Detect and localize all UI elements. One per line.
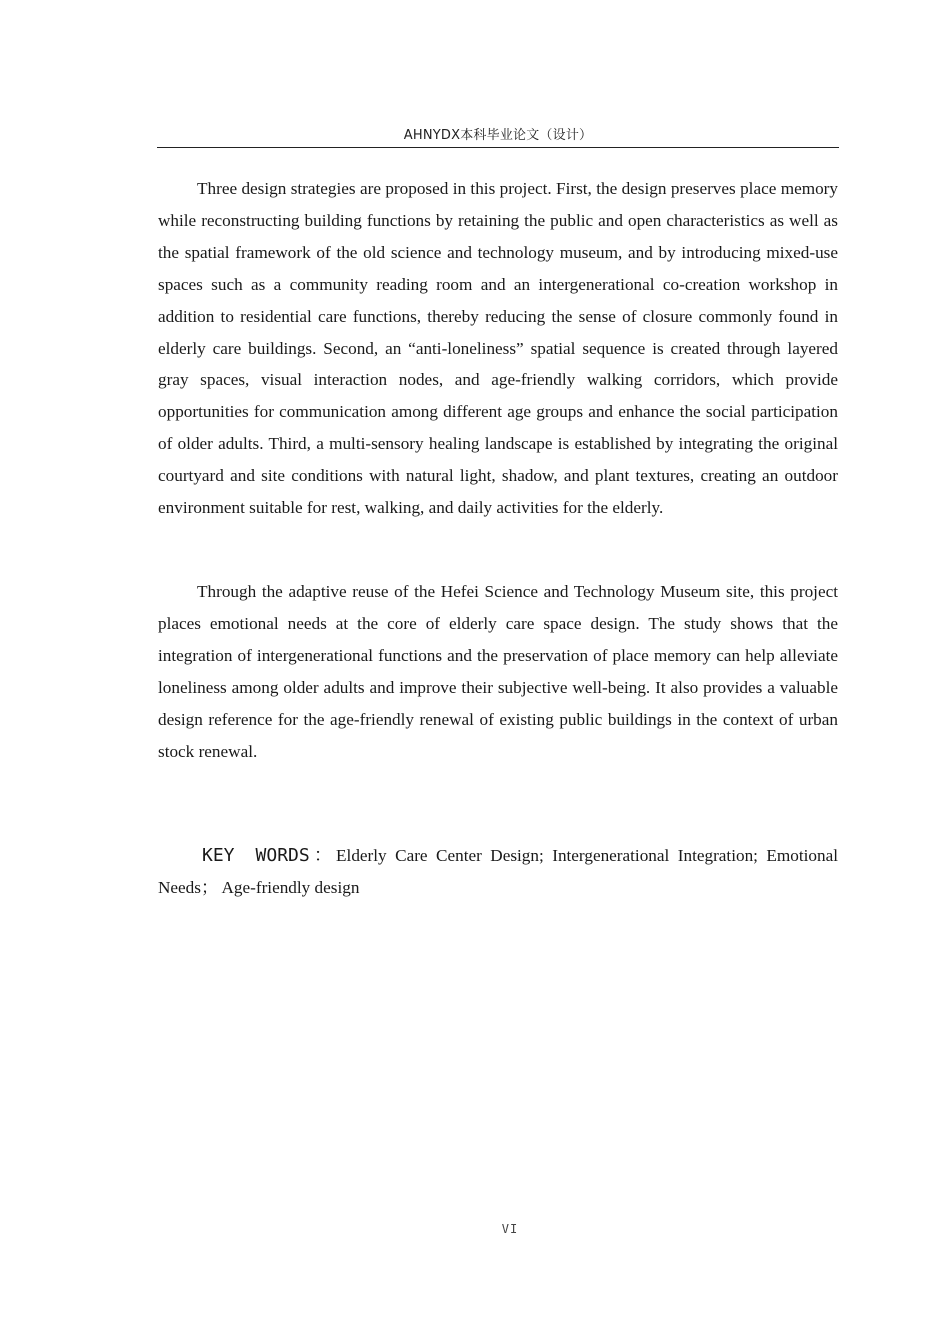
keywords-label: KEY WORDS： bbox=[202, 845, 337, 866]
keywords-text: Elderly Care Center Design; Intergenerational Integration; Emotional Needs； Age-friendly design bbox=[158, 846, 838, 897]
header-divider bbox=[157, 147, 839, 148]
abstract-paragraph-1: Three design strategies are proposed in this project. First, the design preserves place memory while reconstructing building functions by retaining the public and open characteristics as well as the spatial framework of the old science and technology museum, and by introducing mixed-use spaces such as a community reading room and an intergenerational co-creation workshop in addition to residential care functions, thereby reducing the sense of closure commonly found in elderly care buildings. Second, an “anti-loneliness” spatial sequence is created through layered gray spaces, visual interaction nodes, and age-friendly walking corridors, which provide opportunities for communication among different age groups and enhance the social participation of older adults. Third, a multi-sensory healing landscape is established by integrating the original courtyard and site conditions with natural light, shadow, and plant textures, creating an outdoor environment suitable for rest, walking, and daily activities for the elderly. bbox=[158, 179, 838, 518]
page-header-title: AHNYDX本科毕业论文（设计） bbox=[403, 128, 593, 143]
page-number: VI bbox=[501, 1222, 519, 1236]
abstract-paragraph-2: Through the adaptive reuse of the Hefei Science and Technology Museum site, this project places emotional needs at the core of elderly care space design. The study shows that the integration of intergenerational functions and the preservation of place memory can help alleviate loneliness among older adults and improve their subjective well-being. It also provides a valuable design reference for the age-friendly renewal of existing public buildings in the context of urban stock renewal. bbox=[158, 582, 838, 761]
keywords-section bbox=[158, 840, 838, 904]
